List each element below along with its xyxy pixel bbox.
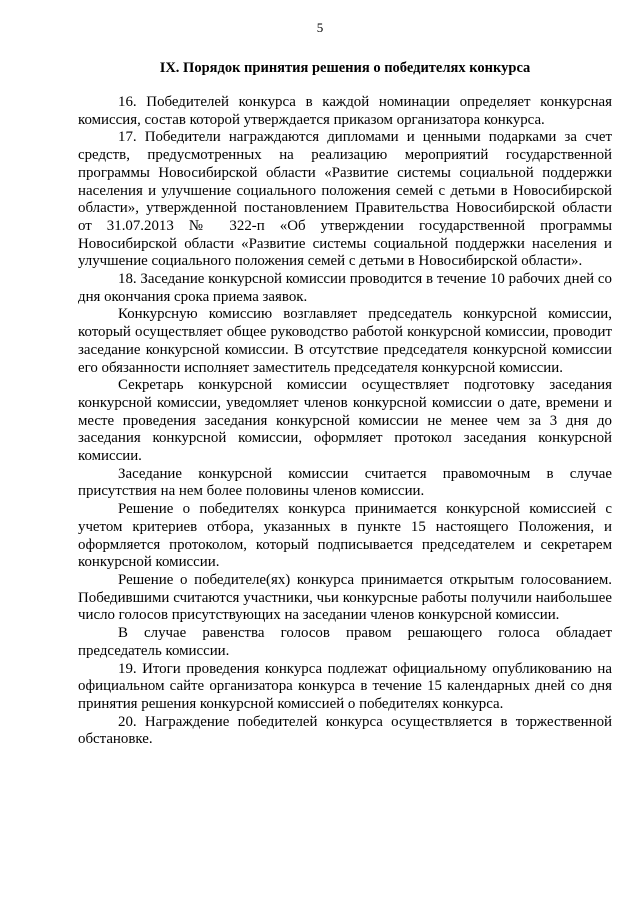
paragraph-decision: Решение о победителях конкурса принимается конкурсной комиссией с учетом критериев отбора, указанных в пункте 15 настоящего Положения, и оформляется протоколом, который подписывается председателем и секретарем конкурсной комиссии. <box>78 501 612 571</box>
paragraph-chairman: Конкурсную комиссию возглавляет председатель конкурсной комиссии, который осуществляет общее руководство работой конкурсной комиссии, проводит заседание конкурсной комиссии. В отсутствие председателя конкурсной комиссии его обязанности исполняет заместитель председателя конкурсной комиссии. <box>78 306 612 376</box>
document-body <box>78 94 612 749</box>
page-number: 5 <box>316 20 324 35</box>
paragraph-19: 19. Итоги проведения конкурса подлежат официальному опубликованию на официальном сайте организатора конкурса в течение 15 календарных дней со дня принятия решения конкурсной комиссией о победителях конкурса. <box>78 660 612 712</box>
paragraph-quorum: Заседание конкурсной комиссии считается правомочным в случае присутствия на нем более половины членов комиссии. <box>78 465 612 500</box>
paragraph-secretary: Секретарь конкурсной комиссии осуществляет подготовку заседания конкурсной комиссии, уведомляет членов конкурсной комиссии о дате, времени и месте проведения заседания конкурсной комиссии не менее чем за 3 дня до заседания конкурсной комиссии, оформляет протокол заседания конкурсной комиссии. <box>78 377 612 465</box>
paragraph-17: 17. Победители награждаются дипломами и ценными подарками за счет средств, предусмотренных на реализацию мероприятий государственной программы Новосибирской области «Развитие системы социальной поддержки населения и улучшение социального положения семей с детьми в Новосибирской области», утвержденной постановлением Правительства Новосибирской области от 31.07.2013 № 322-п «Об утверждении государственной программы Новосибирской области «Развитие системы социальной поддержки населения и улучшение социального положения семей с детьми в Новосибирской области». <box>78 129 612 270</box>
paragraph-20: 20. Награждение победителей конкурса осуществляется в торжественной обстановке. <box>78 713 612 748</box>
paragraph-18: 18. Заседание конкурсной комиссии проводится в течение 10 рабочих дней со дня окончания срока приема заявок. <box>78 271 612 305</box>
paragraph-tie-vote: В случае равенства голосов правом решающего голоса обладает председатель комиссии. <box>78 625 612 659</box>
section-title: IX. Порядок принятия решения о победителях конкурса <box>159 60 531 76</box>
paragraph-voting: Решение о победителе(ях) конкурса принимается открытым голосованием. Победившими считаются участники, чьи конкурсные работы получили наибольшее число голосов присутствующих на заседании членов конкурсной комиссии. <box>78 571 612 624</box>
paragraph-16: 16. Победителей конкурса в каждой номинации определяет конкурсная комиссия, состав которой утверждается приказом организатора конкурса. <box>78 94 612 128</box>
